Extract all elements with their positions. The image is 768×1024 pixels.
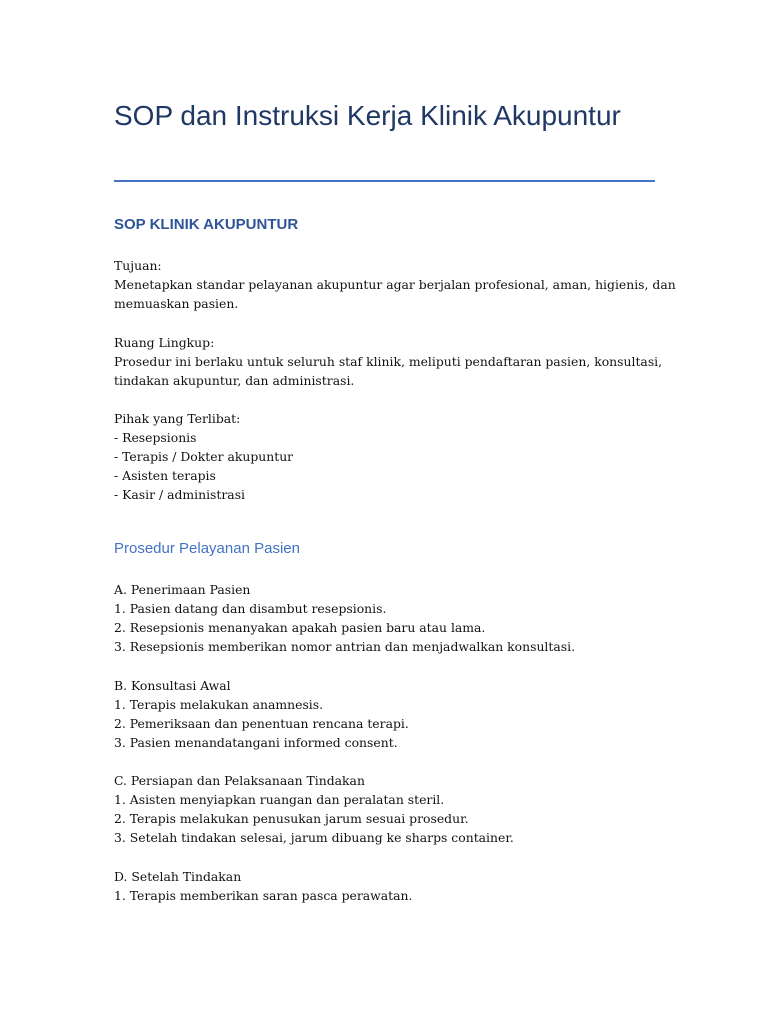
title-divider (114, 180, 655, 182)
pihak-item: - Terapis / Dokter akupuntur (114, 449, 294, 465)
tujuan-label: Tujuan: (114, 258, 162, 273)
ruang-lingkup-label: Ruang Lingkup: (114, 335, 215, 350)
document-title: SOP dan Instruksi Kerja Klinik Akupuntur (114, 100, 621, 131)
step-item: 1. Terapis melakukan anamnesis. (114, 697, 324, 713)
pihak-label: Pihak yang Terlibat: (114, 411, 241, 426)
section-title: B. Konsultasi Awal (114, 678, 231, 693)
step-item: 2. Pemeriksaan dan penentuan rencana terapi. (114, 716, 409, 732)
section-title: D. Setelah Tindakan (114, 869, 242, 884)
step-item: 2. Resepsionis menanyakan apakah pasien baru atau lama. (114, 620, 486, 636)
step-item: 3. Setelah tindakan selesai, jarum dibuang ke sharps container. (114, 830, 514, 846)
section-d (114, 867, 412, 905)
step-item: 2. Terapis melakukan penusukan jarum sesuai prosedur. (114, 811, 469, 827)
pihak-block (114, 409, 293, 504)
step-item: 1. Pasien datang dan disambut resepsionis. (114, 601, 387, 617)
tujuan-line: Menetapkan standar pelayanan akupuntur agar berjalan profesional, aman, higienis, dan (114, 277, 676, 293)
ruang-lingkup-line: Prosedur ini berlaku untuk seluruh staf klinik, meliputi pendaftaran pasien, konsultasi, (114, 354, 663, 370)
tujuan-block (114, 256, 676, 313)
pihak-item: - Resepsionis (114, 430, 197, 446)
ruang-lingkup-line: tindakan akupuntur, dan administrasi. (114, 373, 355, 389)
section-title: C. Persiapan dan Pelaksanaan Tindakan (114, 773, 365, 788)
procedure-subheading: Prosedur Pelayanan Pasien (114, 540, 300, 557)
step-item: 3. Pasien menandatangani informed consent. (114, 735, 398, 751)
section-c (114, 771, 514, 847)
ruang-lingkup-block (114, 333, 662, 390)
section-a (114, 580, 575, 656)
section-b (114, 676, 409, 752)
step-item: 1. Asisten menyiapkan ruangan dan peralatan steril. (114, 792, 445, 808)
section-title: A. Penerimaan Pasien (114, 582, 251, 597)
tujuan-line: memuaskan pasien. (114, 296, 239, 312)
pihak-item: - Asisten terapis (114, 468, 216, 484)
step-item: 1. Terapis memberikan saran pasca perawatan. (114, 888, 413, 904)
section-heading: SOP KLINIK AKUPUNTUR (114, 216, 299, 233)
pihak-item: - Kasir / administrasi (114, 487, 246, 503)
step-item: 3. Resepsionis memberikan nomor antrian dan menjadwalkan konsultasi. (114, 639, 576, 655)
